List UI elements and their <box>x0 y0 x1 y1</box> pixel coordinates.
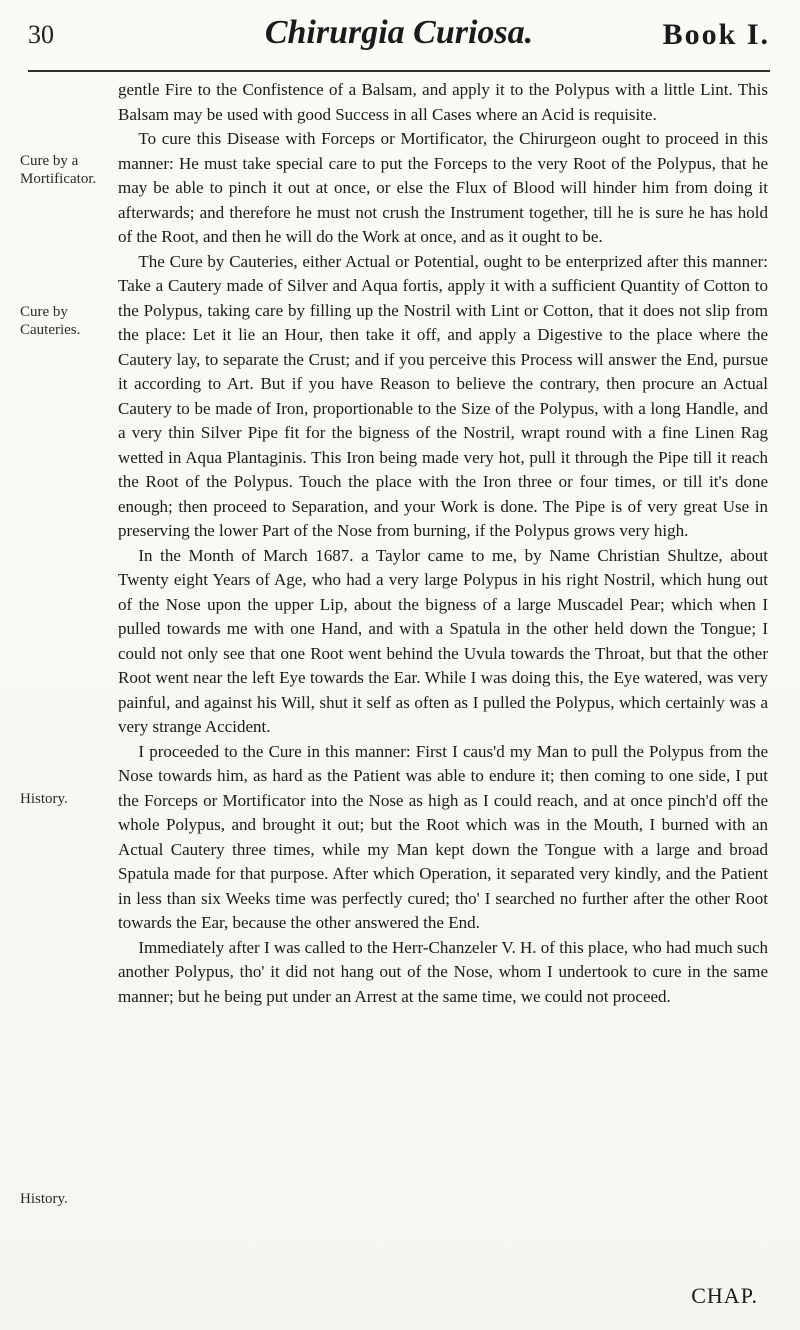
page-number: 30 <box>28 20 54 49</box>
paragraph-balsam: gentle Fire to the Confistence of a Balsam, and apply it to the Polypus with a little Lint. This Balsam may be used with good Success in all Cases where an Acid is requisite. <box>118 80 768 124</box>
paragraph-cure-procedure: I proceeded to the Cure in this manner: First I caus'd my Man to pull the Polypus from the Nose towards him, as hard as the Patient was able to endure it; then coming to one side, I put the Forceps or Mortificator into the Nose as high as I could reach, and at once pinch'd off the whole Polypus, and brought it out; but the Root which was in the Mouth, I burned with an Actual Cautery three times, while my Man kept down the Tongue with a large and broad Spatula made for that purpose. After which Operation, it separated very kindly, and the Patient in less than six Weeks time was perfectly cured; tho' I searched no further after the other Root towards the Ear, because the other answered the End. <box>118 741 768 932</box>
margin-note-history-1: History. <box>20 791 68 807</box>
page-header <box>28 12 770 72</box>
paragraph-mortificator: To cure this Disease with Forceps or Mortificator, the Chirurgeon ought to proceed in this manner: He must take special care to put the Forceps to the very Root of the Polypus, that he may be able to pinch it out at once, or else the Flux of Blood will hinder him from doing it afterwards; and therefore he must not crush the Instrument together, till he is sure he has hold of the Root, and then he will do the Work at once, and as it ought to be. <box>118 129 768 246</box>
paragraph-cauteries: The Cure by Cauteries, either Actual or Potential, ought to be enterprized after this manner: Take a Cautery made of Silver and Aqua fortis, apply it with a sufficient Quantity of Cotton to the Polypus, taking care by filling up the Nostril with Lint or Cotton, that it does not slip from the place: Let it lie an Hour, then take it off, and apply a Digestive to the place where the Cautery lay, to separate the Crust; and if you perceive this Process will answer the End, pursue it according to Art. But if you have Reason to believe the contrary, then procure an Actual Cautery to be made of Iron, proportionable to the Size of the Polypus, with a long Handle, and a very thin Silver Pipe fit for the bigness of the Nostril, wrapt round with a fine Linen Rag wetted in Aqua Plantaginis. This Iron being made very hot, pull it through the Pipe till it reach the Root of the Polypus. Touch the place with the Iron three or four times, or till it's done enough; then proceed to Separation, and your Work is done. The Pipe is of very great Use in preserving the lower Part of the Nose from burning, if the Polypus grows very high. <box>118 251 768 540</box>
catchword: CHAP. <box>691 1283 758 1308</box>
running-title: Chirurgia Curiosa. <box>264 14 534 51</box>
paragraph-history-chanzeler: Immediately after I was called to the Herr-Chanzeler V. H. of this place, who had much such another Polypus, tho' it did not hang out of the Nose, whom I undertook to cure in the same manner; but he being put under an Arrest at the same time, we could not proceed. <box>118 937 768 1006</box>
book-label: Book I. <box>662 18 770 51</box>
body-text <box>118 78 768 1009</box>
margin-note-history-2: History. <box>20 1191 68 1207</box>
margin-note-cauteries: Cure by Cauteries. <box>20 304 81 338</box>
margin-note-mortificator: Cure by a Mortificator. <box>20 153 97 187</box>
paragraph-history-taylor: In the Month of March 1687. a Taylor came to me, by Name Christian Shultze, about Twenty eight Years of Age, who had a very large Polypus in his right Nostril, which hung out of the Nose upon the upper Lip, about the bigness of a large Muscadel Pear; which when I pulled towards me with one Hand, and with a Spatula in the other held down the Tongue; I could not only see that one Root went behind the Uvula towards the Throat, but that the other Root went near the left Eye towards the Ear. While I was doing this, the Eye watered, was very painful, and against his Will, shut it self as often as I pulled the Polypus, which certainly was a very strange Accident. <box>118 545 768 736</box>
